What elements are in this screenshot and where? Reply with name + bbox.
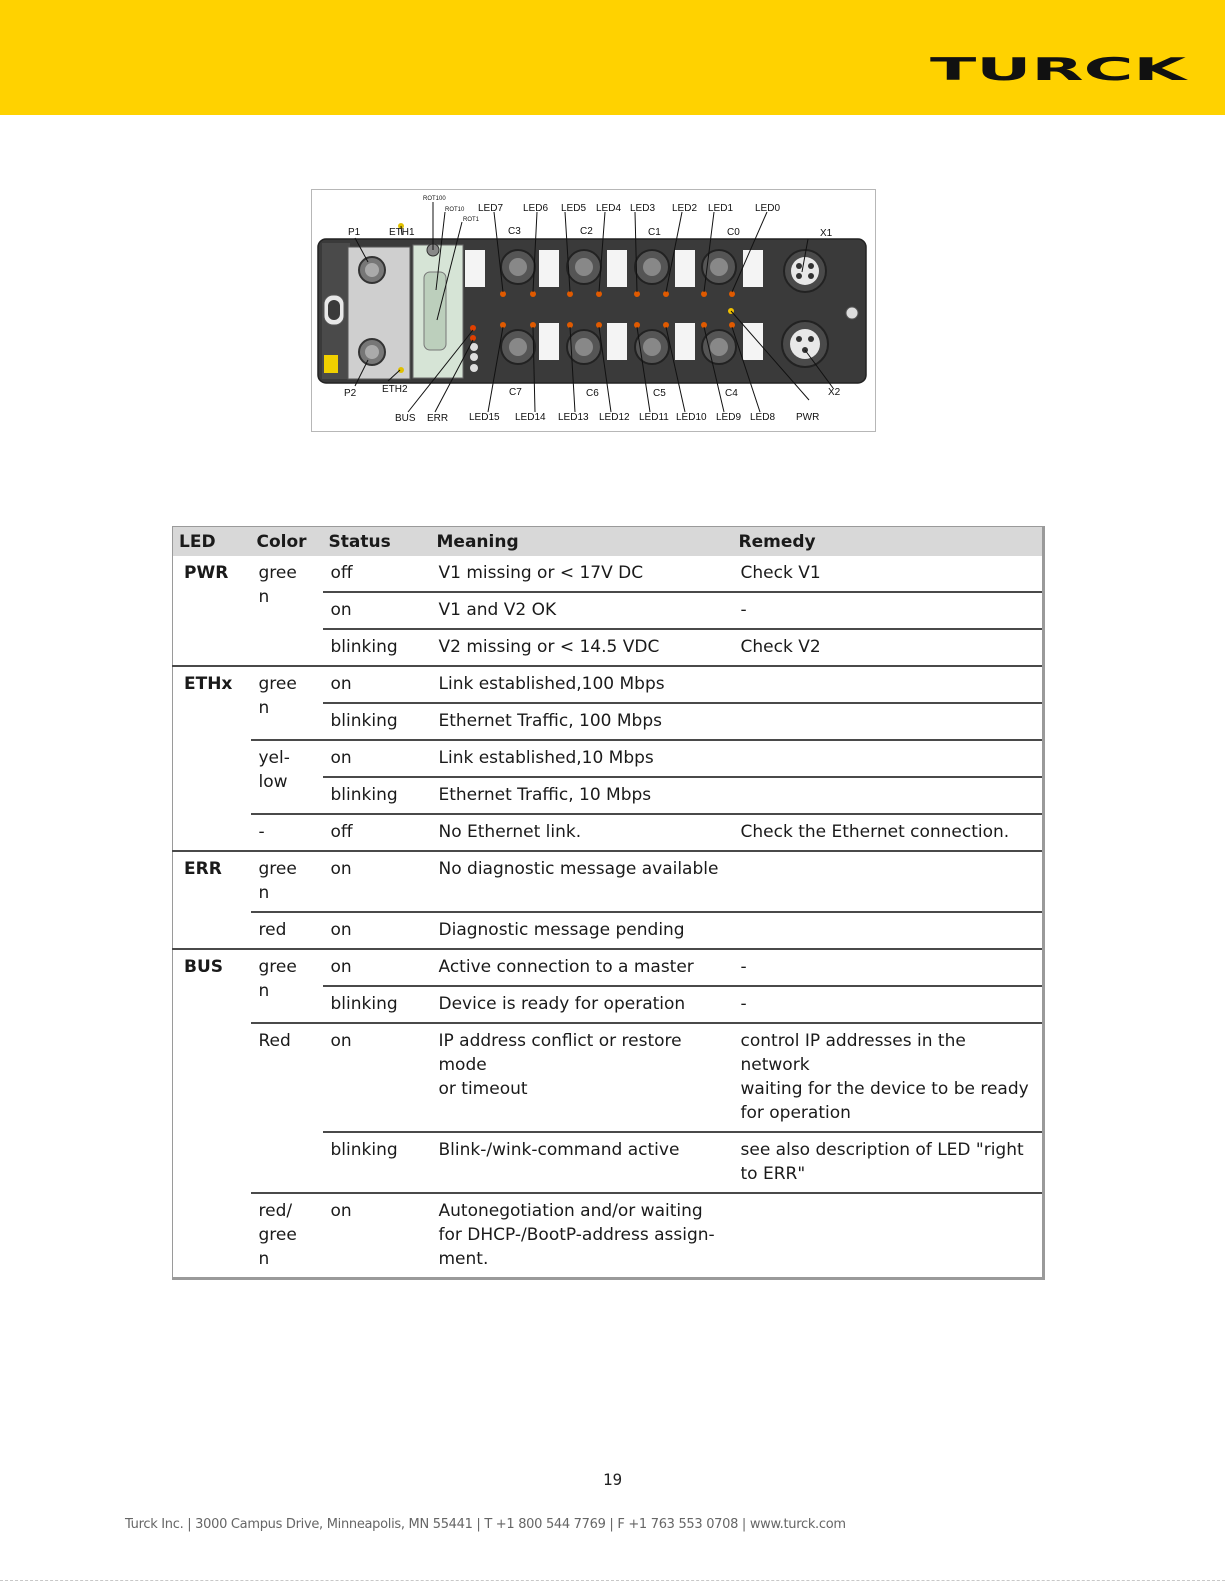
meaning-cell: V1 and V2 OK — [431, 592, 733, 629]
remedy-cell: Check the Ethernet connection. — [733, 814, 1044, 851]
device-diagram — [311, 189, 876, 432]
ground-icon — [324, 355, 338, 373]
header-status: Status — [323, 527, 431, 557]
remedy-cell: - — [733, 949, 1044, 986]
color-cell: red — [251, 912, 323, 949]
header-color: Color — [251, 527, 323, 557]
label-c1: C1 — [648, 227, 661, 238]
led-name-pwr: PWR — [184, 563, 229, 583]
footer-address: Turck Inc. | 3000 Campus Drive, Minneapolis, MN 55441 | T +1 800 544 7769 | F +1 763 553 0708 | www.turck.com — [125, 1517, 846, 1532]
remedy-cell — [733, 740, 1044, 777]
remedy-cell — [733, 703, 1044, 740]
label-c0: C0 — [727, 227, 740, 238]
label-led12: LED12 — [599, 412, 630, 423]
label-led15: LED15 — [469, 412, 500, 423]
table-row — [173, 666, 1044, 703]
status-cell: blinking — [323, 777, 431, 814]
label-c3: C3 — [508, 226, 521, 237]
label-pwr: PWR — [796, 412, 820, 423]
meaning-cell: V2 missing or < 14.5 VDC — [431, 629, 733, 666]
status-cell: on — [323, 1193, 431, 1279]
status-cell: off — [323, 814, 431, 851]
table-row — [173, 949, 1044, 986]
meaning-cell: Active connection to a master — [431, 949, 733, 986]
label-p2: P2 — [344, 388, 357, 399]
remedy-cell — [733, 851, 1044, 912]
status-cell: on — [323, 1023, 431, 1132]
status-cell: blinking — [323, 629, 431, 666]
color-cell: - — [251, 814, 323, 851]
meaning-cell: V1 missing or < 17V DC — [438, 563, 644, 583]
remedy-cell: Check V2 — [733, 629, 1044, 666]
page-number: 19 — [602, 1470, 623, 1489]
status-cell: on — [323, 912, 431, 949]
meaning-cell: Ethernet Traffic, 100 Mbps — [431, 703, 733, 740]
label-led0: LED0 — [755, 203, 781, 214]
label-c2: C2 — [580, 226, 593, 237]
remedy-cell — [733, 1193, 1044, 1279]
led-name-bus: BUS — [173, 949, 251, 1279]
header-remedy: Remedy — [733, 527, 1044, 557]
label-led9: LED9 — [716, 412, 742, 423]
label-led5: LED5 — [561, 203, 587, 214]
color-cell: gree n — [251, 949, 323, 1023]
meaning-cell: Ethernet Traffic, 10 Mbps — [431, 777, 733, 814]
label-led4: LED4 — [596, 203, 622, 214]
status-cell: on — [323, 740, 431, 777]
label-led3: LED3 — [630, 203, 656, 214]
table-row — [173, 814, 1044, 851]
meaning-cell: Link established,100 Mbps — [431, 666, 733, 703]
meaning-cell: Blink-/wink-command active — [431, 1132, 733, 1193]
color-cell: red/ gree n — [251, 1193, 323, 1279]
status-cell: blinking — [323, 1132, 431, 1193]
label-c4: C4 — [725, 388, 738, 399]
label-eth2: ETH2 — [382, 384, 408, 395]
table-row — [173, 1023, 1044, 1132]
meaning-cell: Link established,10 Mbps — [431, 740, 733, 777]
label-bus: BUS — [395, 413, 416, 424]
turck-logo — [930, 56, 1188, 82]
led-name-err: ERR — [173, 851, 251, 949]
label-eth1: ETH1 — [389, 227, 415, 238]
status-cell: blinking — [323, 986, 431, 1023]
status-cell: off — [330, 563, 353, 583]
remedy-cell — [733, 912, 1044, 949]
header-bar — [0, 0, 1225, 115]
label-err: ERR — [427, 413, 449, 424]
status-cell: on — [323, 949, 431, 986]
table-row — [173, 740, 1044, 777]
table-row — [173, 851, 1044, 912]
meaning-cell: IP address conflict or restore mode or timeout — [431, 1023, 733, 1132]
remedy-cell — [733, 666, 1044, 703]
remedy-cell: see also description of LED "right to ERR" — [733, 1132, 1044, 1193]
header-led: LED — [173, 527, 251, 557]
label-x1: X1 — [820, 228, 833, 239]
remedy-cell — [733, 777, 1044, 814]
header-meaning: Meaning — [431, 527, 733, 557]
meaning-cell: Device is ready for operation — [431, 986, 733, 1023]
page-bottom-divider — [0, 1580, 1225, 1582]
led-name-ethx: ETHx — [173, 666, 251, 851]
led-status-table — [172, 526, 1045, 1280]
label-c6: C6 — [586, 388, 599, 399]
device-drawing — [312, 190, 875, 431]
color-cell: gree n — [251, 666, 323, 740]
svg-text:TURCK: TURCK — [930, 56, 1188, 82]
remedy-cell: - — [733, 986, 1044, 1023]
color-cell: gree n — [251, 851, 323, 912]
color-cell: Red — [251, 1023, 323, 1193]
label-led8: LED8 — [750, 412, 776, 423]
color-cell: gree n — [258, 563, 297, 607]
label-led1: LED1 — [708, 203, 734, 214]
remedy-cell: Check V1 — [740, 563, 821, 583]
label-led13: LED13 — [558, 412, 589, 423]
label-led11: LED11 — [639, 412, 669, 423]
table-row — [173, 912, 1044, 949]
remedy-cell: control IP addresses in the network waiting for the device to be ready for operation — [733, 1023, 1044, 1132]
label-p1: P1 — [348, 227, 361, 238]
label-c7: C7 — [509, 387, 522, 398]
meaning-cell: Diagnostic message pending — [431, 912, 733, 949]
status-cell: blinking — [323, 703, 431, 740]
label-x2: X2 — [828, 387, 841, 398]
label-c5: C5 — [653, 388, 666, 399]
label-led6: LED6 — [523, 203, 549, 214]
table-row — [173, 1193, 1044, 1279]
label-rot1: ROT1 — [463, 217, 480, 223]
label-led10: LED10 — [676, 412, 707, 423]
status-cell: on — [323, 666, 431, 703]
meaning-cell: No Ethernet link. — [431, 814, 733, 851]
label-rot10: ROT10 — [445, 207, 465, 213]
meaning-cell: No diagnostic message available — [431, 851, 733, 912]
table-row — [173, 556, 1044, 592]
label-led7: LED7 — [478, 203, 504, 214]
status-cell: on — [323, 592, 431, 629]
table-header-row — [173, 527, 1044, 557]
meaning-cell: Autonegotiation and/or waiting for DHCP-/BootP-address assign- ment. — [431, 1193, 733, 1279]
label-led2: LED2 — [672, 203, 698, 214]
color-cell: yel- low — [251, 740, 323, 814]
label-led14: LED14 — [515, 412, 546, 423]
remedy-cell: - — [733, 592, 1044, 629]
label-rot100: ROT100 — [423, 196, 446, 202]
status-cell: on — [323, 851, 431, 912]
